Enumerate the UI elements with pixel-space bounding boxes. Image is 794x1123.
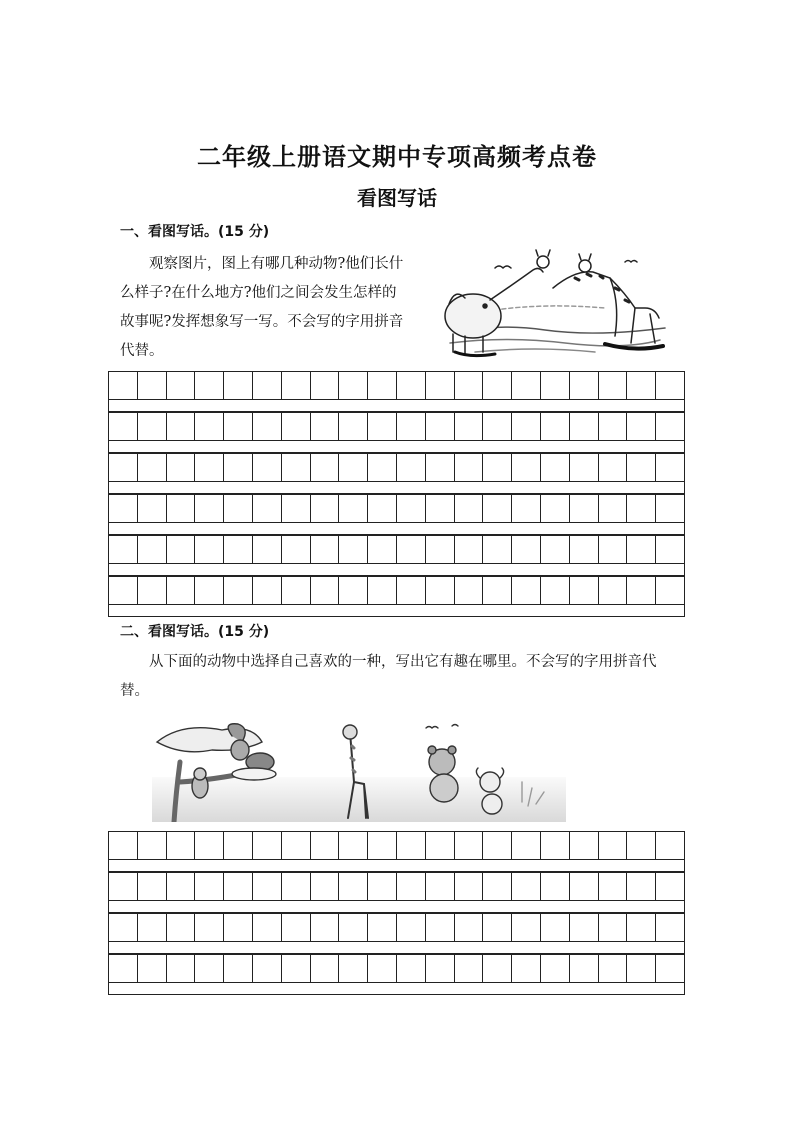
grid-cell[interactable] (282, 955, 311, 982)
grid-cell[interactable] (253, 372, 282, 399)
grid-cell[interactable] (138, 914, 167, 941)
grid-cell[interactable] (109, 536, 138, 563)
grid-cell[interactable] (541, 372, 570, 399)
grid-cell[interactable] (570, 413, 599, 440)
grid-cell[interactable] (167, 536, 196, 563)
grid-cell[interactable] (138, 536, 167, 563)
grid-cell[interactable] (397, 577, 426, 604)
grid-cell[interactable] (599, 832, 628, 859)
grid-cell[interactable] (570, 832, 599, 859)
grid-cell[interactable] (282, 914, 311, 941)
grid-cell[interactable] (397, 413, 426, 440)
grid-cell[interactable] (368, 873, 397, 900)
grid-row-spacer (108, 482, 685, 494)
grid-cell[interactable] (253, 914, 282, 941)
grid-cell[interactable] (426, 454, 455, 481)
grid-cell[interactable] (138, 372, 167, 399)
grid-cell[interactable] (109, 577, 138, 604)
grid-cell[interactable] (570, 914, 599, 941)
grid-cell[interactable] (627, 832, 656, 859)
grid-cell[interactable] (599, 372, 628, 399)
grid-cell[interactable] (541, 577, 570, 604)
grid-cell[interactable] (656, 413, 684, 440)
grid-cell[interactable] (455, 536, 484, 563)
grid-cell[interactable] (512, 372, 541, 399)
grid-cell[interactable] (224, 832, 253, 859)
grid-cell[interactable] (627, 873, 656, 900)
grid-cell[interactable] (656, 495, 684, 522)
grid-cell[interactable] (253, 873, 282, 900)
grid-cell[interactable] (224, 536, 253, 563)
grid-cell[interactable] (455, 832, 484, 859)
grid-cell[interactable] (570, 454, 599, 481)
grid-cell[interactable] (167, 873, 196, 900)
grid-cell[interactable] (109, 832, 138, 859)
grid-cell[interactable] (195, 955, 224, 982)
grid-row[interactable] (108, 954, 685, 983)
grid-cell[interactable] (512, 536, 541, 563)
grid-cell[interactable] (656, 955, 684, 982)
grid-cell[interactable] (541, 536, 570, 563)
grid-cell[interactable] (512, 577, 541, 604)
grid-cell[interactable] (195, 454, 224, 481)
grid-cell[interactable] (368, 495, 397, 522)
grid-cell[interactable] (224, 454, 253, 481)
page-subtitle: 看图写话 (357, 186, 437, 210)
grid-cell[interactable] (339, 873, 368, 900)
grid-cell[interactable] (397, 536, 426, 563)
grid-cell[interactable] (167, 413, 196, 440)
grid-cell[interactable] (195, 832, 224, 859)
grid-cell[interactable] (426, 413, 455, 440)
grid-cell[interactable] (253, 495, 282, 522)
grid-cell[interactable] (627, 914, 656, 941)
section2-writing-grid[interactable] (108, 831, 685, 1000)
grid-cell[interactable] (167, 495, 196, 522)
grid-cell[interactable] (599, 577, 628, 604)
grid-row[interactable] (108, 371, 685, 400)
grid-cell[interactable] (253, 577, 282, 604)
grid-cell[interactable] (339, 495, 368, 522)
grid-cell[interactable] (455, 914, 484, 941)
grid-cell[interactable] (397, 914, 426, 941)
grid-cell[interactable] (109, 955, 138, 982)
grid-cell[interactable] (599, 536, 628, 563)
grid-cell[interactable] (656, 372, 684, 399)
grid-cell[interactable] (195, 873, 224, 900)
grid-cell[interactable] (339, 454, 368, 481)
grid-cell[interactable] (138, 495, 167, 522)
grid-cell[interactable] (599, 873, 628, 900)
grid-cell[interactable] (599, 454, 628, 481)
grid-cell[interactable] (483, 832, 512, 859)
grid-cell[interactable] (570, 873, 599, 900)
grid-cell[interactable] (656, 577, 684, 604)
grid-cell[interactable] (109, 372, 138, 399)
grid-cell[interactable] (541, 454, 570, 481)
grid-cell[interactable] (109, 413, 138, 440)
section2-heading: 二、看图写话。(15 分) (120, 624, 270, 640)
animals-tree-giraffe-bear-dog-icon (152, 722, 566, 822)
grid-cell[interactable] (282, 495, 311, 522)
grid-cell[interactable] (311, 454, 340, 481)
grid-cell[interactable] (512, 495, 541, 522)
grid-cell[interactable] (483, 536, 512, 563)
grid-cell[interactable] (282, 536, 311, 563)
grid-cell[interactable] (541, 495, 570, 522)
grid-cell[interactable] (311, 536, 340, 563)
grid-cell[interactable] (311, 577, 340, 604)
grid-cell[interactable] (541, 955, 570, 982)
section1-heading: 一、看图写话。(15 分) (120, 224, 270, 240)
grid-cell[interactable] (311, 495, 340, 522)
elephant-giraffe-sketch-icon (435, 248, 667, 360)
grid-cell[interactable] (426, 873, 455, 900)
grid-cell[interactable] (599, 955, 628, 982)
grid-cell[interactable] (397, 495, 426, 522)
grid-cell[interactable] (195, 372, 224, 399)
grid-row[interactable] (108, 412, 685, 441)
section2-prompt: 从下面的动物中选择自己喜欢的一种，写出它有趣在哪里。不会写的字用拼音代替。 (120, 654, 657, 699)
grid-cell[interactable] (368, 577, 397, 604)
grid-cell[interactable] (656, 873, 684, 900)
grid-cell[interactable] (426, 832, 455, 859)
grid-cell[interactable] (483, 495, 512, 522)
grid-cell[interactable] (368, 454, 397, 481)
grid-cell[interactable] (253, 536, 282, 563)
grid-row[interactable] (108, 494, 685, 523)
grid-cell[interactable] (224, 495, 253, 522)
grid-cell[interactable] (368, 832, 397, 859)
grid-cell[interactable] (627, 413, 656, 440)
grid-cell[interactable] (627, 372, 656, 399)
grid-cell[interactable] (368, 413, 397, 440)
grid-row[interactable] (108, 831, 685, 860)
grid-cell[interactable] (426, 955, 455, 982)
grid-cell[interactable] (368, 536, 397, 563)
grid-cell[interactable] (339, 914, 368, 941)
grid-row-spacer (108, 400, 685, 412)
grid-cell[interactable] (570, 495, 599, 522)
grid-cell[interactable] (311, 832, 340, 859)
grid-cell[interactable] (512, 454, 541, 481)
grid-cell[interactable] (339, 372, 368, 399)
grid-row-spacer (108, 605, 685, 617)
grid-cell[interactable] (138, 873, 167, 900)
grid-cell[interactable] (339, 955, 368, 982)
grid-cell[interactable] (167, 914, 196, 941)
grid-cell[interactable] (455, 372, 484, 399)
grid-cell[interactable] (195, 536, 224, 563)
grid-cell[interactable] (512, 413, 541, 440)
grid-cell[interactable] (138, 955, 167, 982)
grid-cell[interactable] (253, 454, 282, 481)
grid-cell[interactable] (224, 873, 253, 900)
grid-cell[interactable] (195, 413, 224, 440)
grid-cell[interactable] (541, 873, 570, 900)
grid-cell[interactable] (570, 955, 599, 982)
grid-cell[interactable] (455, 454, 484, 481)
grid-row[interactable] (108, 576, 685, 605)
grid-row-spacer (108, 564, 685, 576)
grid-cell[interactable] (599, 495, 628, 522)
grid-cell[interactable] (627, 536, 656, 563)
grid-cell[interactable] (138, 454, 167, 481)
grid-cell[interactable] (455, 577, 484, 604)
grid-cell[interactable] (483, 454, 512, 481)
grid-cell[interactable] (483, 873, 512, 900)
grid-cell[interactable] (138, 577, 167, 604)
grid-cell[interactable] (397, 955, 426, 982)
grid-row-spacer (108, 942, 685, 954)
grid-cell[interactable] (167, 832, 196, 859)
grid-cell[interactable] (426, 536, 455, 563)
grid-cell[interactable] (483, 955, 512, 982)
section1-writing-grid[interactable] (108, 371, 685, 612)
grid-cell[interactable] (541, 413, 570, 440)
grid-cell[interactable] (195, 495, 224, 522)
grid-cell[interactable] (339, 536, 368, 563)
grid-cell[interactable] (224, 413, 253, 440)
grid-row-spacer (108, 441, 685, 453)
grid-cell[interactable] (253, 955, 282, 982)
grid-row-spacer (108, 860, 685, 872)
grid-cell[interactable] (368, 955, 397, 982)
grid-cell[interactable] (512, 955, 541, 982)
grid-cell[interactable] (397, 832, 426, 859)
grid-row-spacer (108, 901, 685, 913)
grid-cell[interactable] (455, 955, 484, 982)
grid-cell[interactable] (397, 873, 426, 900)
grid-cell[interactable] (138, 832, 167, 859)
grid-cell[interactable] (311, 914, 340, 941)
grid-cell[interactable] (282, 454, 311, 481)
grid-cell[interactable] (455, 413, 484, 440)
grid-cell[interactable] (570, 372, 599, 399)
grid-row[interactable] (108, 872, 685, 901)
grid-cell[interactable] (167, 577, 196, 604)
grid-cell[interactable] (253, 832, 282, 859)
grid-cell[interactable] (627, 454, 656, 481)
grid-cell[interactable] (282, 413, 311, 440)
grid-cell[interactable] (253, 413, 282, 440)
grid-cell[interactable] (195, 914, 224, 941)
grid-cell[interactable] (455, 495, 484, 522)
grid-cell[interactable] (368, 372, 397, 399)
grid-cell[interactable] (483, 577, 512, 604)
grid-cell[interactable] (599, 413, 628, 440)
grid-cell[interactable] (224, 372, 253, 399)
grid-cell[interactable] (167, 372, 196, 399)
grid-cell[interactable] (339, 832, 368, 859)
grid-cell[interactable] (512, 873, 541, 900)
grid-cell[interactable] (224, 955, 253, 982)
grid-cell[interactable] (656, 454, 684, 481)
grid-row[interactable] (108, 913, 685, 942)
grid-cell[interactable] (627, 955, 656, 982)
grid-cell[interactable] (282, 832, 311, 859)
grid-cell[interactable] (426, 914, 455, 941)
grid-row[interactable] (108, 535, 685, 564)
grid-cell[interactable] (109, 495, 138, 522)
grid-cell[interactable] (483, 372, 512, 399)
grid-cell[interactable] (570, 536, 599, 563)
grid-cell[interactable] (455, 873, 484, 900)
grid-cell[interactable] (138, 413, 167, 440)
grid-cell[interactable] (483, 914, 512, 941)
grid-cell[interactable] (282, 577, 311, 604)
grid-cell[interactable] (282, 873, 311, 900)
grid-cell[interactable] (282, 372, 311, 399)
grid-cell[interactable] (512, 914, 541, 941)
grid-cell[interactable] (109, 873, 138, 900)
grid-cell[interactable] (570, 577, 599, 604)
grid-cell[interactable] (311, 413, 340, 440)
grid-cell[interactable] (599, 914, 628, 941)
grid-cell[interactable] (397, 372, 426, 399)
grid-cell[interactable] (109, 914, 138, 941)
grid-cell[interactable] (109, 454, 138, 481)
grid-cell[interactable] (224, 577, 253, 604)
grid-cell[interactable] (311, 955, 340, 982)
grid-cell[interactable] (167, 454, 196, 481)
section1-prompt: 观察图片，图上有哪几种动物?他们长什么样子?在什么地方?他们之间会发生怎样的故事呢?发挥想象写一写。不会写的字用拼音代替。 (120, 256, 404, 359)
grid-cell[interactable] (541, 832, 570, 859)
grid-row-spacer (108, 523, 685, 535)
page-title: 二年级上册语文期中专项高频考点卷 (197, 143, 597, 171)
grid-cell[interactable] (195, 577, 224, 604)
grid-cell[interactable] (311, 372, 340, 399)
grid-cell[interactable] (339, 577, 368, 604)
grid-cell[interactable] (656, 832, 684, 859)
grid-cell[interactable] (426, 372, 455, 399)
grid-cell[interactable] (426, 577, 455, 604)
grid-row-spacer (108, 983, 685, 995)
grid-row[interactable] (108, 453, 685, 482)
grid-cell[interactable] (656, 914, 684, 941)
grid-cell[interactable] (224, 914, 253, 941)
grid-cell[interactable] (627, 495, 656, 522)
grid-cell[interactable] (311, 873, 340, 900)
grid-cell[interactable] (656, 536, 684, 563)
grid-cell[interactable] (512, 832, 541, 859)
grid-cell[interactable] (339, 413, 368, 440)
grid-cell[interactable] (541, 914, 570, 941)
grid-cell[interactable] (627, 577, 656, 604)
grid-cell[interactable] (368, 914, 397, 941)
grid-cell[interactable] (167, 955, 196, 982)
grid-cell[interactable] (483, 413, 512, 440)
grid-cell[interactable] (397, 454, 426, 481)
grid-cell[interactable] (426, 495, 455, 522)
